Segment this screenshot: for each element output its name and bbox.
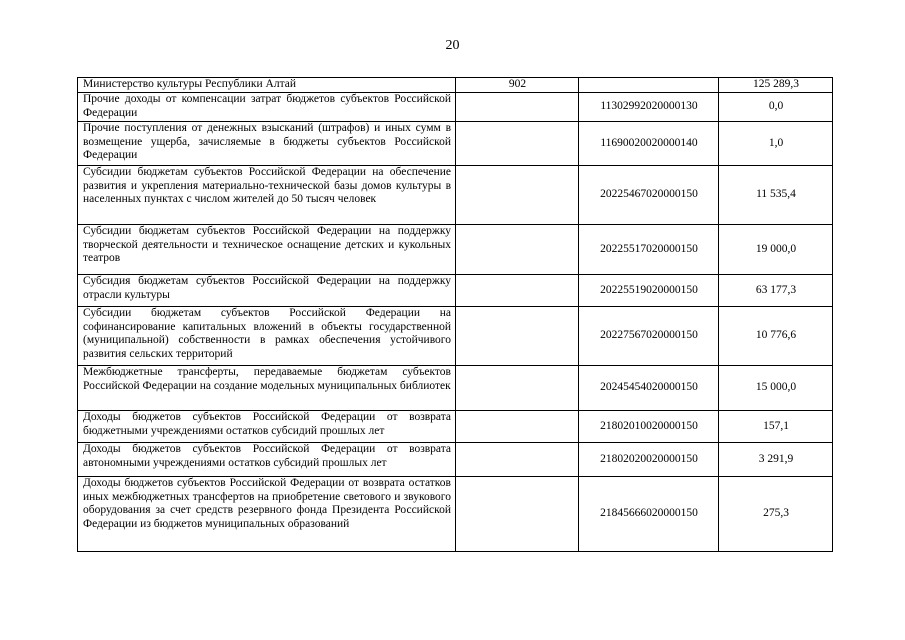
row-name: Субсидии бюджетам субъектов Российской Федерации на обеспечение развития и укрепления материально-технической базы домов культуры в населенных пунктах с числом жителей до 50 тысяч человек: [78, 166, 456, 225]
table-row: [78, 411, 833, 443]
row-name: Доходы бюджетов субъектов Российской Федерации от возврата бюджетными учреждениями остатков субсидий прошлых лет: [78, 411, 456, 443]
row-budget-code: [579, 78, 719, 93]
table-row: [78, 477, 833, 552]
row-admin-code: 902: [456, 78, 579, 93]
row-amount: 1,0: [719, 122, 833, 166]
row-admin-code: [456, 366, 579, 411]
row-admin-code: [456, 411, 579, 443]
row-budget-code: 21845666020000150: [579, 477, 719, 552]
row-name: Прочие поступления от денежных взысканий (штрафов) и иных сумм в возмещение ущерба, зачисляемые в бюджеты субъектов Российской Федерации: [78, 122, 456, 166]
row-budget-code: 20245454020000150: [579, 366, 719, 411]
table-row: [78, 307, 833, 366]
table-row: [78, 225, 833, 275]
row-budget-code: 21802020020000150: [579, 443, 719, 477]
row-amount: 157,1: [719, 411, 833, 443]
row-admin-code: [456, 166, 579, 225]
row-amount: 125 289,3: [719, 78, 833, 93]
table-row: [78, 443, 833, 477]
row-budget-code: 20225517020000150: [579, 225, 719, 275]
row-amount: 0,0: [719, 93, 833, 122]
row-budget-code: 20225519020000150: [579, 275, 719, 307]
row-admin-code: [456, 275, 579, 307]
page-number: 20: [445, 38, 460, 53]
row-amount: 275,3: [719, 477, 833, 552]
row-amount: 63 177,3: [719, 275, 833, 307]
revenue-table: [77, 77, 833, 552]
row-name: Прочие доходы от компенсации затрат бюджетов субъектов Российской Федерации: [78, 93, 456, 122]
row-amount: 11 535,4: [719, 166, 833, 225]
row-admin-code: [456, 307, 579, 366]
row-admin-code: [456, 122, 579, 166]
row-budget-code: 21802010020000150: [579, 411, 719, 443]
row-amount: 10 776,6: [719, 307, 833, 366]
row-amount: 19 000,0: [719, 225, 833, 275]
row-amount: 3 291,9: [719, 443, 833, 477]
row-admin-code: [456, 93, 579, 122]
row-admin-code: [456, 443, 579, 477]
row-admin-code: [456, 477, 579, 552]
row-name: Министерство культуры Республики Алтай: [78, 78, 456, 93]
row-budget-code: 11690020020000140: [579, 122, 719, 166]
row-budget-code: 20227567020000150: [579, 307, 719, 366]
row-name: Межбюджетные трансферты, передаваемые бюджетам субъектов Российской Федерации на создание модельных муниципальных библиотек: [78, 366, 456, 411]
table-row: [78, 166, 833, 225]
row-budget-code: 11302992020000130: [579, 93, 719, 122]
row-name: Субсидии бюджетам субъектов Российской Федерации на софинансирование капитальных вложений в объекты государственной (муниципальной) собственности в рамках обеспечения устойчивого развития сельских территорий: [78, 307, 456, 366]
row-admin-code: [456, 225, 579, 275]
row-name: Субсидия бюджетам субъектов Российской Федерации на поддержку отрасли культуры: [78, 275, 456, 307]
table-row: [78, 122, 833, 166]
row-name: Доходы бюджетов субъектов Российской Федерации от возврата автономными учреждениями остатков субсидий прошлых лет: [78, 443, 456, 477]
row-name: Субсидии бюджетам субъектов Российской Федерации на поддержку творческой деятельности и техническое оснащение детских и кукольных театров: [78, 225, 456, 275]
table-row: [78, 366, 833, 411]
table-row: [78, 93, 833, 122]
table-row: [78, 275, 833, 307]
row-budget-code: 20225467020000150: [579, 166, 719, 225]
table-row: [78, 78, 833, 93]
row-amount: 15 000,0: [719, 366, 833, 411]
row-name: Доходы бюджетов субъектов Российской Федерации от возврата остатков иных межбюджетных трансфертов на приобретение светового и звукового оборудования за счет средств резервного фонда Президента Российской Федерации из бюджетов муниципальных образований: [78, 477, 456, 552]
